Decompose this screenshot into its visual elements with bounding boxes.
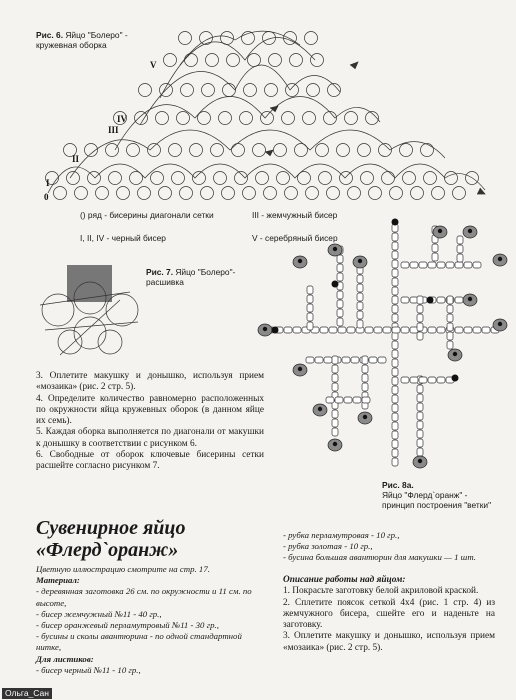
legend-row-mark: () ряд - бисерины диагонали сетки (80, 210, 214, 220)
description-block (283, 575, 495, 654)
fig6-bead (319, 172, 332, 185)
step-paragraph: 6. Свободные от оборок ключевые бисерины сетки расшейте согласно рисунком 7. (36, 450, 264, 472)
fig8-caption: Рис. 8а. Яйцо "Флерд`оранж" - принцип построения "ветки" (382, 480, 492, 510)
step-paragraph: 5. Каждая оборка выполняется по диагонали от макушки к донышку в соответствии с рисунком 6. (36, 427, 264, 449)
fig8-bead (338, 327, 346, 333)
fig8-bead (392, 395, 398, 403)
fig6-bead (369, 187, 382, 200)
fig8-leaf-center (318, 407, 322, 411)
fig6-bead (156, 112, 169, 125)
fig8-leaf-center (298, 259, 302, 263)
fig8-leaf-center (498, 257, 502, 261)
fig8-bead (332, 410, 338, 418)
fig6-bead (432, 187, 445, 200)
fig8-bead (307, 295, 313, 303)
fig6-thread (160, 38, 315, 99)
fig8-bead (446, 262, 454, 268)
fig8-leaf-center (333, 442, 337, 446)
fig6-bead (151, 172, 164, 185)
fig8-bead (457, 245, 463, 253)
fig6-arrow (350, 62, 358, 69)
fig8-bead (392, 305, 398, 313)
fig8-end-bead (392, 219, 399, 226)
fig6-bead (169, 144, 182, 157)
fig8-bead (337, 255, 343, 263)
fig8-bead (347, 327, 355, 333)
fig7-circle (58, 330, 82, 354)
fig6-row-label: III (108, 125, 119, 135)
fig8-bead (410, 377, 418, 383)
fig6-bead (305, 32, 318, 45)
description-heading: Описание работы над яйцом: (283, 575, 406, 585)
fig6-caption-subtitle: кружевная оборка (36, 40, 107, 50)
fig8-bead (337, 318, 343, 326)
fig8-leaf-center (333, 247, 337, 251)
fig8-bead (357, 302, 363, 310)
fig8-bead (392, 341, 398, 349)
fig8-end-bead (452, 375, 459, 382)
fig6-bead (179, 32, 192, 45)
fig8-bead (362, 374, 368, 382)
fig8-bead (417, 448, 423, 456)
fig6-bead (106, 144, 119, 157)
fig6-bead (348, 187, 361, 200)
fig8-bead (417, 421, 423, 429)
material-item: - рубка перламутровая - 10 гр., (283, 530, 400, 540)
fig6-bead (177, 112, 190, 125)
step-paragraph: 4. Определите количество равномерно расположенных по окружности яйца кружевных оборок (в данном яйце их семь). (36, 393, 264, 427)
fig8-bead (342, 357, 350, 363)
fig6-bead (248, 54, 261, 67)
fig8-bead (432, 244, 438, 252)
fig8-bead (447, 332, 453, 340)
fig8-bead (437, 262, 445, 268)
fig8-bead (344, 397, 352, 403)
materials-block (36, 564, 268, 676)
fig8-bead (335, 397, 343, 403)
fig8-bead (392, 296, 398, 304)
description-step: 3. Оплетите макушку и донышко, используя прием «мозаика» (рис. 2 стр. 5). (283, 631, 495, 653)
fig8-end-bead (272, 327, 279, 334)
fig8-bead (392, 386, 398, 394)
fig8-bead (392, 314, 398, 322)
fig8-bead (320, 327, 328, 333)
fig8-bead (401, 262, 409, 268)
fig8-bead (417, 439, 423, 447)
fig8-bead (362, 397, 370, 403)
fig8-bead (307, 313, 313, 321)
fig6-bead (138, 187, 151, 200)
watermark: Ольга_Сан (2, 688, 52, 699)
fig6-bead (290, 54, 303, 67)
fig7-diagram (40, 265, 138, 355)
fig8-bead (401, 327, 409, 333)
fig8-bead (464, 327, 472, 333)
material-item: - бисер черный №11 - 10 гр., (36, 664, 141, 675)
fig7-caption: Рис. 7. Яйцо "Болеро"- расшивка (146, 267, 236, 287)
fig8-leaf-center (263, 327, 267, 331)
fig8-bead (357, 320, 363, 328)
fig8-bead (392, 422, 398, 430)
fig8-bead (337, 291, 343, 299)
fig8-bead (369, 357, 377, 363)
fig8-diagram (258, 219, 507, 469)
fig8-bead (417, 314, 423, 322)
fig8-bead (374, 327, 382, 333)
fig8-bead (332, 428, 338, 436)
fig8-leaf-center (298, 367, 302, 371)
fig6-bead (307, 84, 320, 97)
fig6-bead (219, 112, 232, 125)
fig6-bead (240, 112, 253, 125)
fig6-bead (201, 187, 214, 200)
fig6-arrow (265, 150, 273, 156)
fig8-bead (417, 323, 423, 331)
fig8-bead (455, 297, 463, 303)
fig8-bead (392, 327, 400, 333)
material-item: - бусина большая авантюрин для макушки — 1 шт. (283, 552, 476, 563)
fig8-bead (464, 262, 472, 268)
fig8-bead (417, 403, 423, 411)
fig8-bead (392, 233, 398, 241)
fig6-bead (223, 84, 236, 97)
fig6-caption-number: Рис. 6. (36, 30, 64, 40)
fig8-bead (447, 314, 453, 322)
fig8-bead (401, 297, 409, 303)
fig8-bead (392, 431, 398, 439)
materials-heading: Материал: (36, 575, 80, 586)
fig8-bead (315, 357, 323, 363)
fig8-bead (337, 309, 343, 317)
fig8-bead (326, 397, 334, 403)
fig8-bead (357, 284, 363, 292)
fig8-bead (410, 262, 418, 268)
fig6-bead (337, 144, 350, 157)
fig8-bead (473, 327, 481, 333)
fig8-bead (351, 357, 359, 363)
fig6-bead (96, 187, 109, 200)
fig8-bead (419, 377, 427, 383)
fig6-row-label: IV (117, 114, 128, 124)
fig6-bead (340, 172, 353, 185)
fig8-leaf-center (418, 459, 422, 463)
fig6-bead (198, 112, 211, 125)
fig8-bead (482, 327, 490, 333)
fig8-bead (378, 357, 386, 363)
fig8-end-bead (427, 297, 434, 304)
fig8-bead (428, 327, 436, 333)
materials-right (283, 530, 505, 564)
fig8-bead (447, 341, 453, 349)
material-item: - деревянная заготовка 26 см. по окружности и 11 см. по высоте, (36, 586, 252, 608)
fig7-circle (74, 317, 106, 349)
fig6-bead (261, 112, 274, 125)
section-title: Сувенирное яйцо «Флерд`оранж» (36, 517, 186, 561)
fig8-bead (417, 296, 423, 304)
legend-black: I, II, IV - черный бисер (80, 233, 166, 243)
fig6-bead (282, 112, 295, 125)
fig8-leaf-center (468, 229, 472, 233)
fig6-row-label: II (72, 154, 80, 164)
fig6-bead (411, 187, 424, 200)
fig8-bead (457, 254, 463, 262)
fig6-bead (135, 112, 148, 125)
fig8-bead (417, 394, 423, 402)
fig8-bead (417, 430, 423, 438)
fig8-bead (362, 383, 368, 391)
fig6-bead (202, 84, 215, 97)
fig8-bead (306, 357, 314, 363)
fig8-bead (362, 356, 368, 364)
fig6-bead (265, 84, 278, 97)
fig8-bead (392, 269, 398, 277)
material-item: - бисер жемчужный №11 - 40 гр., (36, 608, 162, 619)
fig8-bead (392, 287, 398, 295)
fig8-bead (392, 449, 398, 457)
fig6-bead (172, 172, 185, 185)
fig6-bead (327, 187, 340, 200)
fig8-bead (437, 327, 445, 333)
fig6-bead (139, 84, 152, 97)
fig8-bead (447, 323, 453, 331)
material-item: - бусины и сколы авантюрина - по одной стандартной нитке, (36, 631, 242, 653)
fig8-bead (329, 327, 337, 333)
fig8-bead (392, 440, 398, 448)
material-item: - бисер оранжевый перламутровый №11 - 30 гр., (36, 620, 219, 631)
description-step: 1. Покрасьте заготовку белой акриловой краской. (283, 586, 479, 597)
illustration-note: Цветную иллюстрацию смотрите на стр. 17. (36, 564, 210, 574)
fig6-bead (164, 54, 177, 67)
fig8-leaf-center (468, 297, 472, 301)
fig8-bead (392, 458, 398, 466)
fig8-bead (324, 357, 332, 363)
fig6-bead (54, 187, 67, 200)
description-step: 2. Сплетите поясок сеткой 4х4 (рис. 1 стр. 4) из жемчужного бисера, сшейте его и наденьте на заготовку. (283, 597, 495, 631)
fig8-bead (419, 262, 427, 268)
fig6-bead (269, 54, 282, 67)
fig6-bead (400, 144, 413, 157)
fig8-bead (447, 305, 453, 313)
fig8-bead (392, 404, 398, 412)
leaves-heading: Для листиков: (36, 653, 94, 664)
fig8-bead (284, 327, 292, 333)
fig6-bead (232, 144, 245, 157)
fig8-bead (428, 262, 436, 268)
fig8-bead (392, 413, 398, 421)
fig6-bead (181, 84, 194, 97)
fig8-bead (337, 273, 343, 281)
fig8-bead (401, 377, 409, 383)
fig6-row-label: I (46, 178, 50, 188)
fig8-bead (383, 327, 391, 333)
fig8-bead (457, 236, 463, 244)
material-item: - рубка золотая - 10 гр., (283, 541, 373, 552)
fig8-bead (365, 327, 373, 333)
fig6-bead (306, 187, 319, 200)
fig8-bead (437, 297, 445, 303)
fig8-bead (447, 296, 453, 304)
fig8-leaf-center (438, 229, 442, 233)
fig7-circle (98, 330, 122, 354)
fig6-thread (70, 130, 445, 178)
fig6-bead (424, 172, 437, 185)
fig6-bead (222, 187, 235, 200)
fig8-leaf-center (498, 322, 502, 326)
fig6-row-label: 0 (44, 192, 49, 202)
fig6-thread (115, 97, 380, 151)
fig6-bead (211, 144, 224, 157)
fig6-bead (117, 187, 130, 200)
fig8-bead (357, 311, 363, 319)
fig6-bead (88, 172, 101, 185)
fig8-bead (417, 332, 423, 340)
fig6-bead (345, 112, 358, 125)
fig7-circle (106, 294, 138, 326)
fig6-bead (180, 187, 193, 200)
fig8-bead (392, 377, 398, 385)
fig8-bead (353, 397, 361, 403)
fig8-bead (432, 253, 438, 261)
fig8-leaf-center (453, 352, 457, 356)
step-paragraph: 3. Оплетите макушку и донышко, используя прием «мозаика» (рис. 2 стр. 5). (36, 371, 264, 393)
fig6-bead (127, 144, 140, 157)
fig8-bead (392, 368, 398, 376)
fig8-bead (428, 377, 436, 383)
fig8-bead (332, 365, 338, 373)
fig6-bead (190, 144, 203, 157)
legend-pearl: III - жемчужный бисер (252, 210, 338, 220)
fig6-bead (361, 172, 374, 185)
fig8-bead (392, 251, 398, 259)
fig6-bead (358, 144, 371, 157)
fig8-bead (362, 365, 368, 373)
steps-left (36, 371, 264, 473)
fig6-bead (256, 172, 269, 185)
fig8-bead (455, 262, 463, 268)
fig6-bead (316, 144, 329, 157)
fig6-bead (390, 187, 403, 200)
fig8-bead (332, 374, 338, 382)
fig8-bead (332, 383, 338, 391)
fig6-bead (382, 172, 395, 185)
fig8-bead (337, 264, 343, 272)
fig8-bead (473, 262, 481, 268)
fig8-bead (392, 260, 398, 268)
fig6-bead (206, 54, 219, 67)
fig8-bead (417, 412, 423, 420)
fig6-bead (274, 144, 287, 157)
fig6-caption-title: Яйцо "Болеро" - (63, 30, 128, 40)
fig8-bead (455, 327, 463, 333)
fig8-bead (337, 300, 343, 308)
fig6-bead (243, 187, 256, 200)
fig8-bead (332, 356, 338, 364)
fig8-bead (392, 350, 398, 358)
fig8-leaf-center (363, 415, 367, 419)
fig6-thread (48, 164, 485, 193)
fig8-leaf-center (358, 259, 362, 263)
fig6-bead (277, 172, 290, 185)
fig6-bead (244, 84, 257, 97)
fig6-bead (285, 187, 298, 200)
fig6-bead (303, 112, 316, 125)
fig8-bead (307, 286, 313, 294)
legend-silver: V - серебряный бисер (252, 233, 338, 243)
fig6-bead (311, 54, 324, 67)
fig8-end-bead (332, 281, 339, 288)
fig6-bead (403, 172, 416, 185)
fig6-bead (264, 187, 277, 200)
fig8-bead (417, 305, 423, 313)
fig8-bead (392, 359, 398, 367)
fig8-bead (357, 275, 363, 283)
fig8-bead (392, 242, 398, 250)
fig6-bead (421, 144, 434, 157)
fig8-bead (417, 385, 423, 393)
fig6-bead (227, 54, 240, 67)
fig8-bead (307, 322, 313, 330)
fig6-bead (75, 187, 88, 200)
fig6-bead (253, 144, 266, 157)
fig6-bead (159, 187, 172, 200)
fig8-bead (392, 278, 398, 286)
fig8-bead (357, 293, 363, 301)
fig6-bead (109, 172, 122, 185)
fig7-circle (42, 294, 74, 326)
fig8-bead (332, 419, 338, 427)
fig6-row-label: V (150, 60, 157, 70)
fig6-bead (185, 54, 198, 67)
fig6-bead (453, 187, 466, 200)
fig8-bead (293, 327, 301, 333)
fig6-bead (214, 172, 227, 185)
fig8-bead (307, 304, 313, 312)
fig8-bead (437, 377, 445, 383)
